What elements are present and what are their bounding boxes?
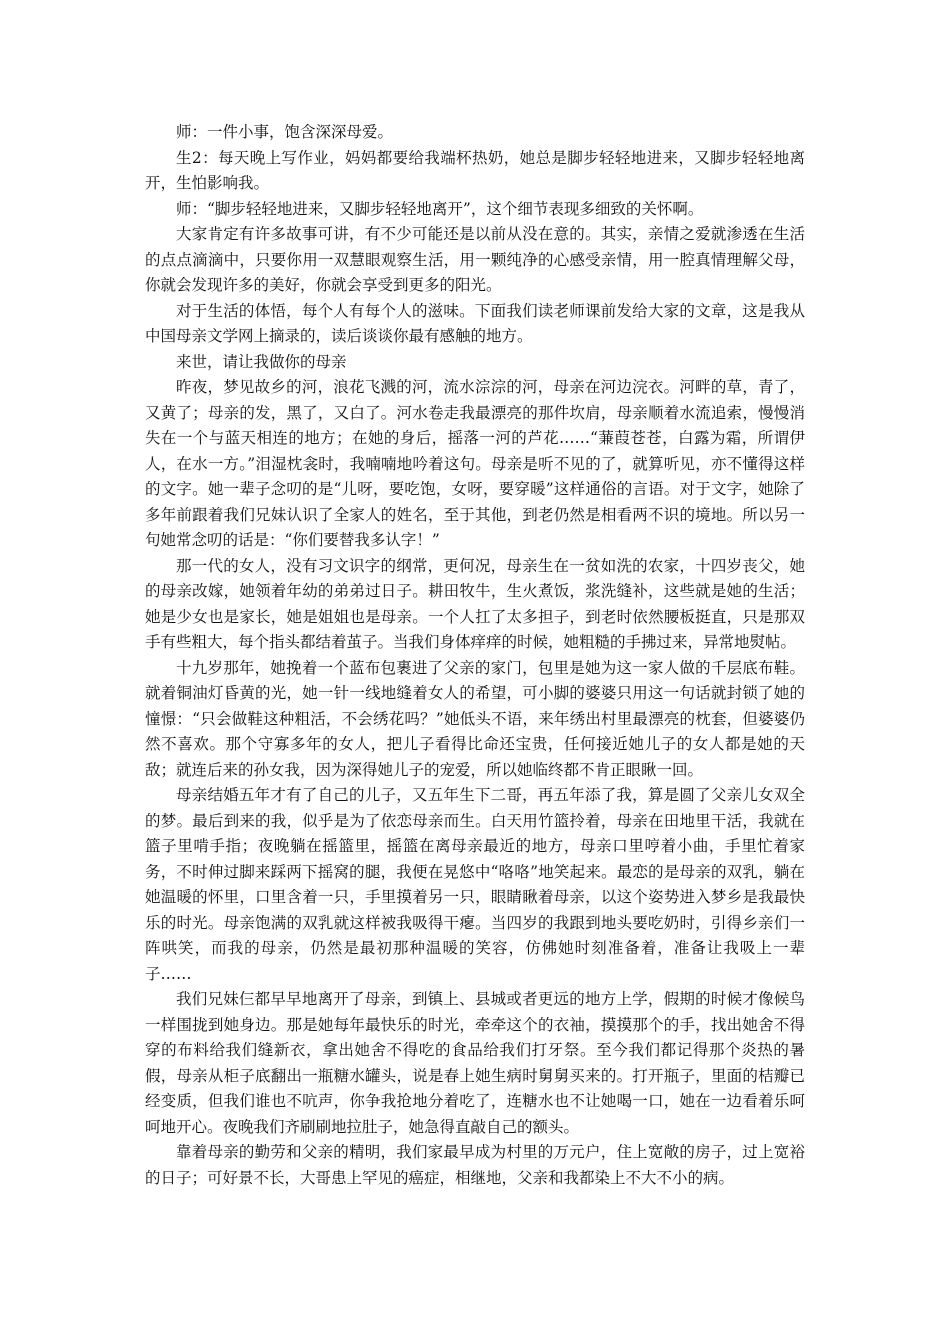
document-body: [145, 120, 805, 1191]
article-title: 来世，请让我做你的母亲: [176, 352, 347, 371]
paragraph-student-2: 生2：每天晚上写作业，妈妈都要给我端杯热奶，她总是脚步轻轻地进来，又脚步轻轻地离开，生怕影响我。: [145, 148, 805, 192]
paragraph-discussion-summary: 大家肯定有许多故事可讲，有不少可能还是以前从没在意的。其实，亲情之爱就渗透在生活的点点滴滴中，只要你用一双慧眼观察生活，用一颗纯净的心感受亲情，用一腔真情理解父母，你就会发现许多的美好，你就会享受到更多的阳光。: [145, 225, 805, 294]
article-paragraph-marriage: 十九岁那年，她挽着一个蓝布包裹进了父亲的家门，包里是她为这一家人做的千层底布鞋。就着铜油灯昏黄的光，她一针一线地缝着女人的希望，可小脚的婆婆只用这一句话就封锁了她的憧憬：“只会做鞋这种粗活，不会绣花吗？”她低头不语，来年绣出村里最漂亮的枕套，但婆婆仍然不喜欢。那个守寡多年的女人，把儿子看得比命还宝贵，任何接近她儿子的女人都是她的天敌；就连后来的孙女我，因为深得她儿子的宠爱，所以她临终都不肯正眼瞅一回。: [145, 658, 805, 779]
paragraph-teacher-remark-2: 师：“脚步轻轻地进来，又脚步轻轻地离开”，这个细节表现多细致的关怀啊。: [176, 199, 704, 218]
article-paragraph-dream: 昨夜，梦见故乡的河，浪花飞溅的河，流水淙淙的河，母亲在河边浣衣。河畔的草，青了，又黄了；母亲的发，黑了，又白了。河水卷走我最漂亮的那件坎肩，母亲顺着水流追索，慢慢消失在一个与蓝天相连的地方；在她的身后，摇落一河的芦花……“蒹葭苍苍，白露为霜，所谓伊人，在水一方。”泪湿枕衾时，我喃喃地吟着这句。母亲是听不见的了，就算听见，亦不懂得这样的文字。她一辈子念叨的是“儿呀，要吃饱，女呀，要穿暖”这样通俗的言语。对于文字，她除了多年前跟着我们兄妹认识了全家人的姓名，至于其他，到老仍然是相看两不识的境地。所以另一句她常念叨的话是：“你们要替我多认字！”: [145, 378, 805, 549]
article-paragraph-generation: 那一代的女人，没有习文识字的纲常，更何况，母亲生在一贫如洗的农家，十四岁丧父，她的母亲改嫁，她领着年幼的弟弟过日子。耕田牧牛，生火煮饭，浆洗缝补，这些就是她的生活；她是少女也是家长，她是姐姐也是母亲。一个人扛了太多担子，到老时依然腰板挺直，只是那双手有些粗大，每个指头都结着茧子。当我们身体痒痒的时候，她粗糙的手拂过来，异常地熨帖。: [145, 556, 805, 651]
article-paragraph-illness: 靠着母亲的勤劳和父亲的精明，我们家最早成为村里的万元户，住上宽敞的房子，过上宽裕的日子；可好景不长，大哥患上罕见的癌症，相继地，父亲和我都染上不大不小的病。: [145, 1143, 805, 1187]
paragraph-teacher-remark-1: 师：一件小事，饱含深深母爱。: [176, 123, 394, 141]
paragraph-reading-intro: 对于生活的体悟，每个人有每个人的滋味。下面我们读老师课前发给大家的文章，这是我从中国母亲文学网上摘录的，读后谈谈你最有感触的地方。: [145, 301, 805, 345]
article-paragraph-childhood: 母亲结婚五年才有了自己的儿子，又五年生下二哥，再五年添了我，算是圆了父亲儿女双全的梦。最后到来的我，似乎是为了依恋母亲而生。白天用竹篮拎着，母亲在田地里干活，我就在篮子里啃手指；夜晚躺在摇篮里，摇篮在离母亲最近的地方，母亲口里哼着小曲，手里忙着家务，不时伸过脚来踩两下摇窝的腿，我便在晃悠中“咯咯”地笑起来。最恋的是母亲的双乳，躺在她温暖的怀里，口里含着一只，手里摸着另一只，眼睛瞅着母亲，以这个姿势进入梦乡是我最快乐的时光。母亲饱满的双乳就这样被我吸得干瘪。当四岁的我跟到地头要吃奶时，引得乡亲们一阵哄笑，而我的母亲，仍然是最初那种温暖的笑容，仿佛她时刻准备着，准备让我吸上一辈子……: [145, 786, 805, 983]
article-paragraph-siblings: 我们兄妹仨都早早地离开了母亲，到镇上、县城或者更远的地方上学，假期的时候才像候鸟一样围拢到她身边。那是她每年最快乐的时光，牵牵这个的衣袖，摸摸那个的手，找出她舍不得穿的布料给我们缝新衣，拿出她舍不得吃的食品给我们打牙祭。至今我们都记得那个炎热的暑假，母亲从柜子底翻出一瓶糖水罐头，说是春上她生病时舅舅买来的。打开瓶子，里面的桔瓣已经变质，但我们谁也不吭声，你争我抢地分着吃了，连糖水也不让她喝一口，她在一边看着乐呵呵地开心。夜晚我们齐刷刷地拉肚子，她急得直敲自己的额头。: [145, 990, 805, 1136]
